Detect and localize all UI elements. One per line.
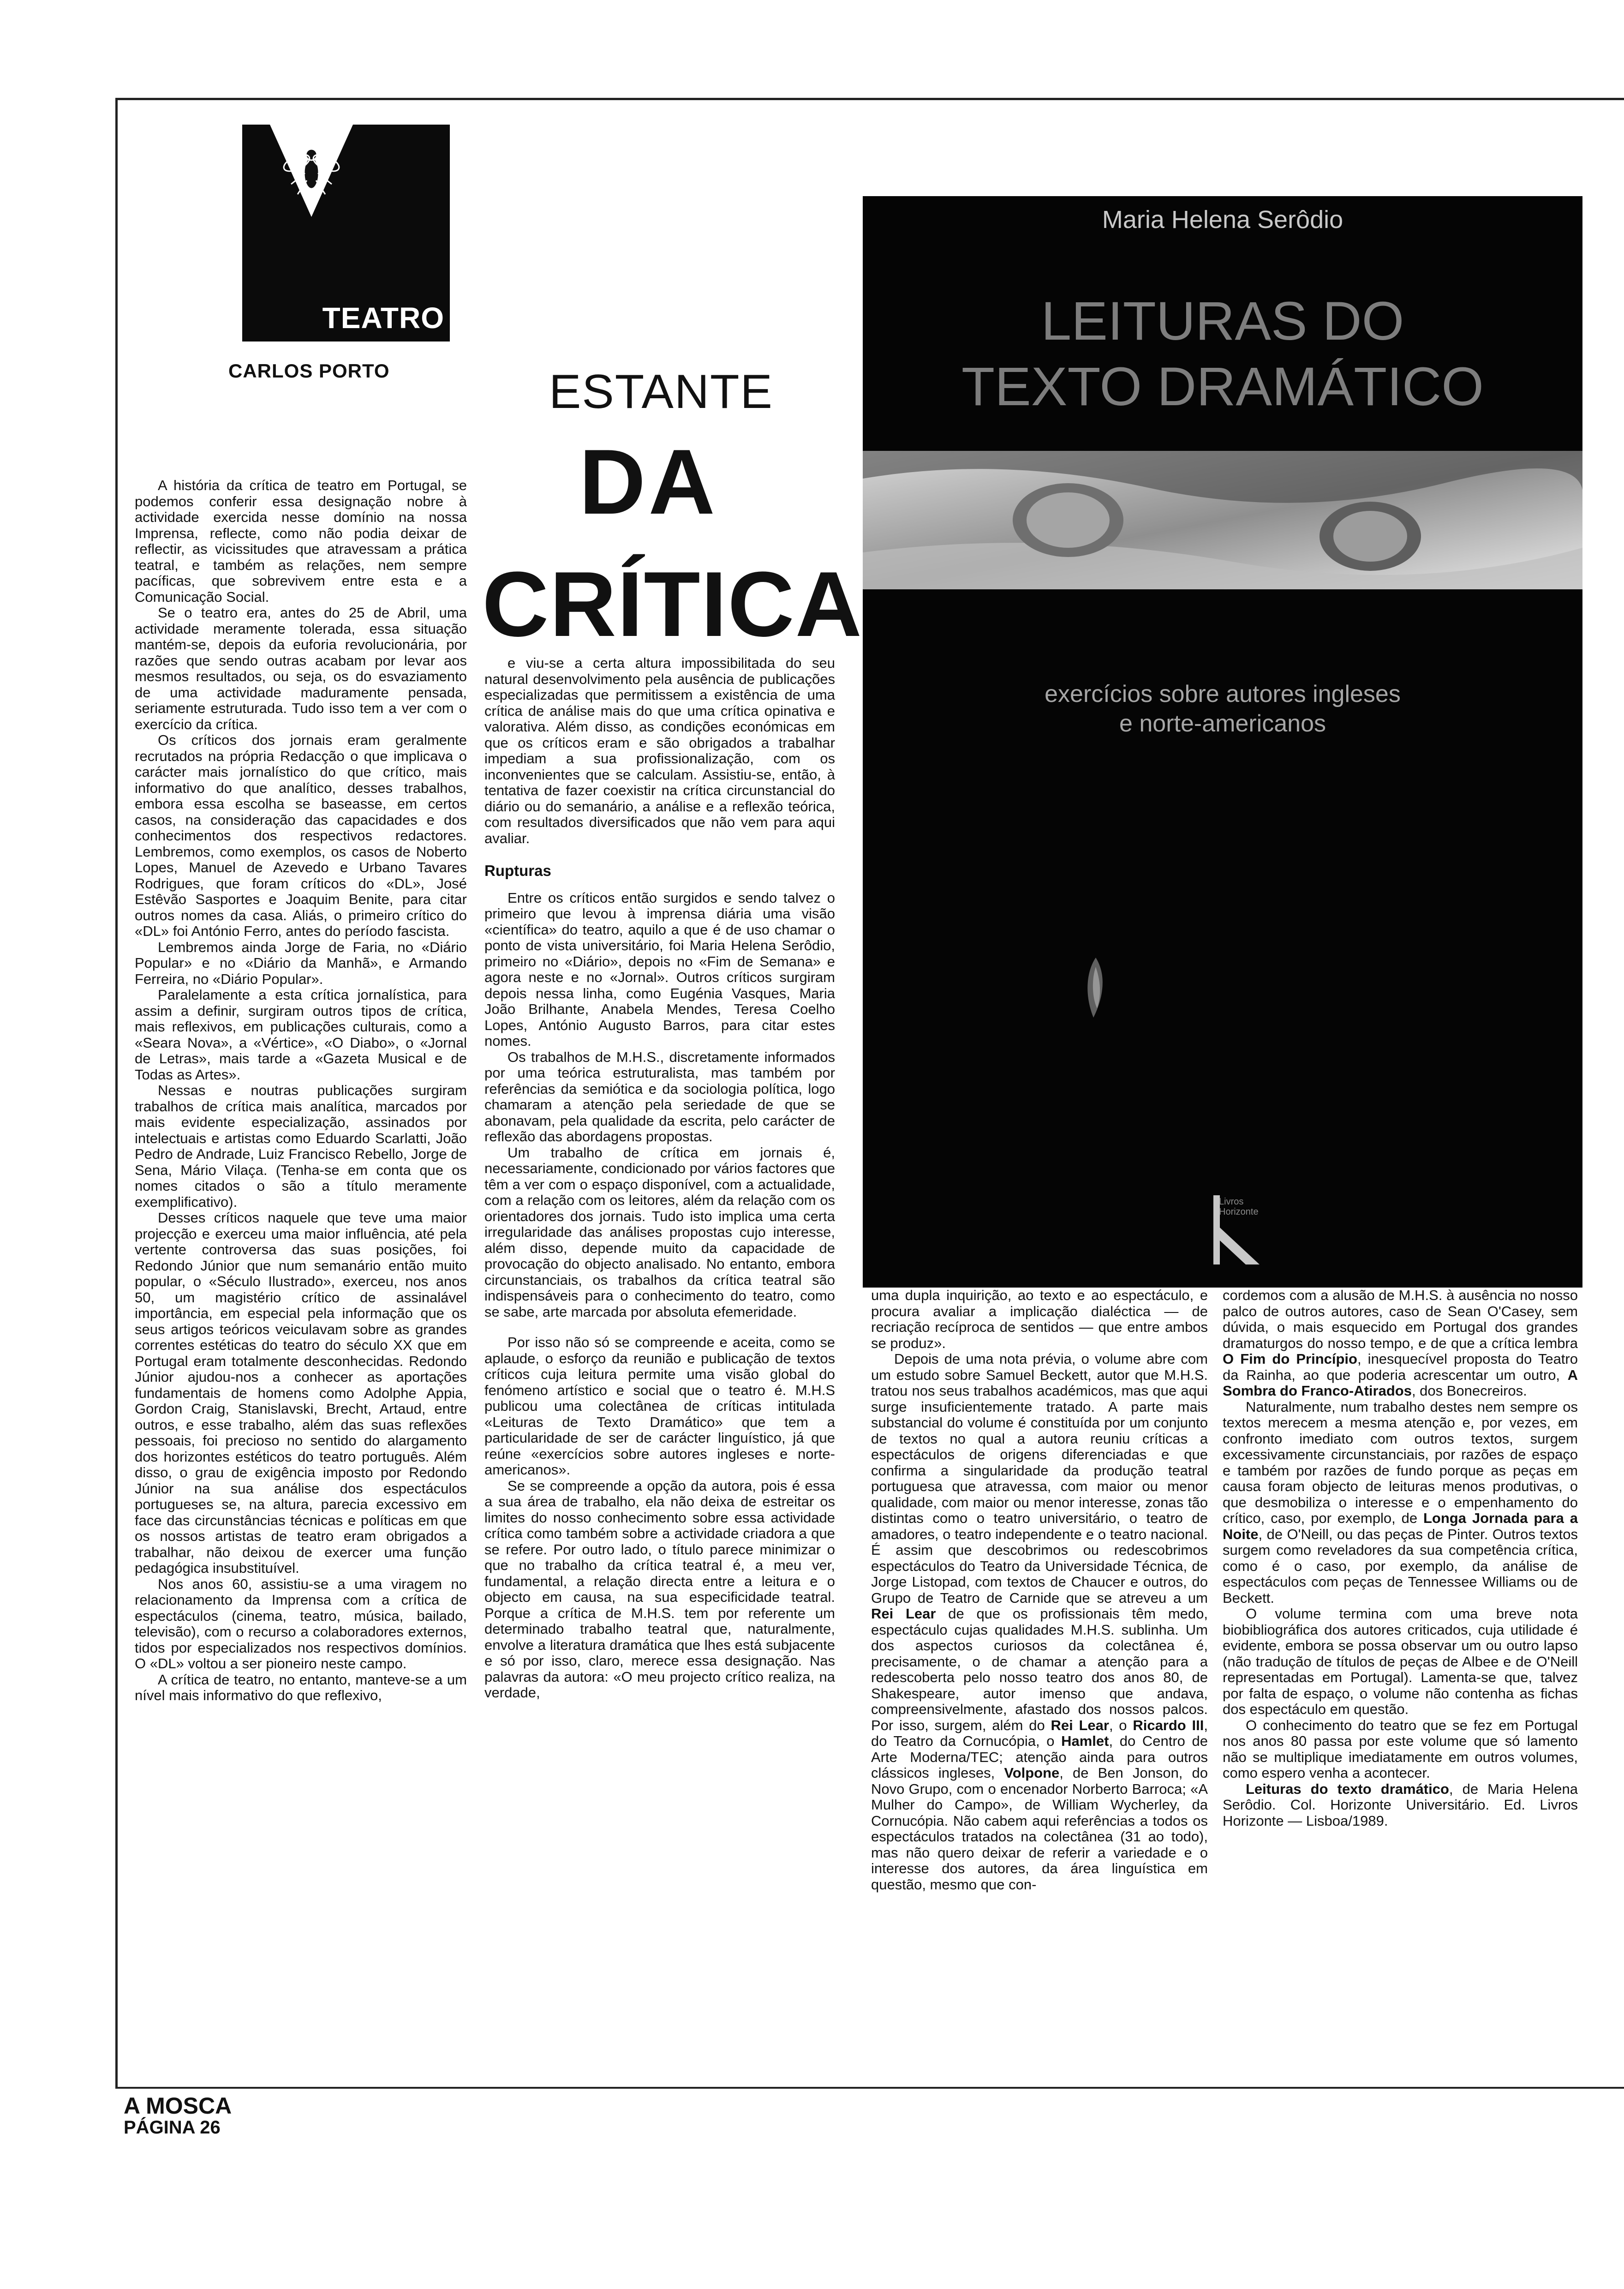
paragraph: A história da crítica de teatro em Portugal, se podemos conferir essa designação nobre à actividade exercida nesse domínio na nossa Imprensa, reflecte, como não podia deixar de reflectir, as vicissitudes que atravessam a prática teatral, e também as relações, nem sempre pacíficas, que sobrevivem entre esta e a Comunicação Social. <box>135 477 467 605</box>
text-run: Naturalmente, num trabalho destes nem sempre os textos merecem a mesma atenção e, por vezes, em confronto imediato com outros textos, surgem excessivamente circunstanciais, por razões de espaço e também por razões de fundo porque as peças em causa foram objecto de leituras menos produtivas, o que desmobiliza o interesse e o empenhamento do crítico, caso, por exemplo, de <box>1223 1398 1578 1526</box>
text-run: , do Teatro da Cornucópia, o <box>871 1717 1208 1749</box>
paragraph: Um trabalho de crítica em jornais é, necessariamente, condicionado por vários factores que têm a ver com o espaço disponível, com a actualidade, com a relação com os leitores, além da relação com os orientadores dos jornais. Tudo isto implica uma certa irregularidade das análises propostas cujo interesse, além disso, depende muito da capacidade de provocação do objecto analisado. No entanto, embora circunstanciais, os trabalhos da crítica teatral são indispensáveis para o conhecimento do teatro, como se sabe, arte marcada por absoluta efemeridade. <box>484 1144 835 1320</box>
paragraph: Os críticos dos jornais eram geralmente recrutados na própria Redacção o que implicava o carácter mais jornalístico do que crítico, mais informativo do que analítico, desses trabalhos, embora essa escolha se baseasse, em certos casos, na consideração das capacidades e dos conhecimentos dos respectivos redactores. Lembremos, como exemplos, os casos de Noberto Lopes, Manuel de Azevedo e Urbano Tavares Rodrigues, que foram críticos do «DL», José Estêvão Sasportes e Joaquim Benite, para citar outros nomes da casa. Aliás, o primeiro crítico do «DL» foi António Ferro, antes do período fascista. <box>135 732 467 939</box>
author-byline: CARLOS PORTO <box>228 360 390 382</box>
text-run: , dos Bonecreiros. <box>1411 1383 1527 1399</box>
footer-page-number: PÁGINA 26 <box>124 2117 221 2138</box>
text-run: cordemos com a alusão de M.H.S. à ausência no nosso palco de outros autores, caso de Sean O'Casey, sem dúvida, o mais esquecido em Portugal dos grandes dramaturgos do nosso tempo, e de que a crítica lembra <box>1223 1287 1578 1351</box>
text-run: , de Maria Helena Serôdio. Col. Horizonte Universitário. Ed. Livros Horizonte — Lisboa/1989. <box>1223 1780 1578 1829</box>
page-frame-top <box>115 98 1624 100</box>
headline-line-1: ESTANTE <box>549 365 773 419</box>
play-title: Volpone <box>1004 1765 1060 1781</box>
section-label: TEATRO <box>322 301 444 335</box>
paragraph: O conhecimento do teatro que se fez em Portugal nos anos 80 passa por este volume que só lamento não se multiplique imediatamente em outros volumes, como espero venha a acontecer. <box>1223 1717 1578 1781</box>
play-title: O Fim do Princípio <box>1223 1351 1357 1367</box>
paragraph: uma dupla inquirição, ao texto e ao espectáculo, e procura avaliar a implicação dialéctica — de recriação recíproca de sentidos — que entre ambos se produz». <box>871 1287 1208 1351</box>
fly-icon <box>275 136 348 201</box>
paragraph: e viu-se a certa altura impossibilitada do seu natural desenvolvimento pela ausência de publicações especializadas que permitissem a existência de uma crítica de análise mais do que uma crítica opinativa e valorativa. Além disso, as condições económicas em que os críticos eram e são obrigados a trabalhar impediam a sua profissionalização, com os inconvenientes que se calculam. Assistiu-se, então, à tentativa de fazer coexistir na crítica circunstancial do diário ou do semanário, a análise e a reflexão teórica, com resultados diversificados que não vem para aqui avaliar. <box>484 655 835 846</box>
footer-magazine-name: A MOSCA <box>124 2093 232 2119</box>
play-title: Longa Jornada para a Noite <box>1223 1510 1578 1542</box>
paragraph <box>1223 1288 1578 1399</box>
paragraph: Nessas e noutras publicações surgiram trabalhos de crítica mais analítica, marcados por mais evidente especialização, assinados por intelectuais e artistas como Eduardo Scarlatti, João Pedro de Andrade, Luiz Francisco Rebello, Jorge de Sena, Mário Vilaça. (Tenha-se em conta que os nomes citados o são a título meramente exemplificativo). <box>135 1082 467 1210</box>
text-run: , do Centro de Arte Moderna/TEC; atenção ainda para outros clássicos ingleses, <box>871 1733 1208 1781</box>
article-column-1 <box>135 478 467 1704</box>
book-title: Leituras do texto dramático <box>1246 1780 1449 1797</box>
cover-title-line-2: TEXTO DRAMÁTICO <box>961 356 1484 417</box>
headline-line-3: CRÍTICA <box>482 553 863 656</box>
text-run: , de Ben Jonson, do Novo Grupo, com o encenador Norberto Barroca; «A Mulher do Campo», de William Wycherley, da Cornucópia. Não cabem aqui referências a todos os espectáculos tratados na colectânea (31 ao todo), mas não quero deixar de referir a variedade e o interesse dos autores, da área linguística em questão, mesmo que con- <box>871 1765 1208 1893</box>
cover-photo <box>863 451 1582 589</box>
article-column-4 <box>1223 1288 1578 1829</box>
text-run: , inesquecível proposta do Teatro da Rainha, ao que poderia acrescentar um outro, <box>1223 1351 1578 1383</box>
cover-title <box>863 288 1582 419</box>
text-run: , de O'Neill, ou das peças de Pinter. Outros textos surgem como reveladores da sua competência crítica, como é o caso, por exemplo, da análise de espectáculos com peças de Tennessee Williams ou de Beckett. <box>1223 1526 1578 1606</box>
play-title: Rei Lear <box>871 1606 936 1622</box>
play-title: A Sombra do Franco-Atirados <box>1223 1366 1578 1399</box>
paragraph: Se se compreende a opção da autora, pois é essa a sua área de trabalho, ela não deixa de estreitar os limites do nosso conhecimento sobre essa actividade crítica como também sobre a actividade criadora a que se refere. Por outro lado, o título parece minimizar o que no trabalho da crítica teatral é, a meu ver, fundamental, a relação directa entre a leitura e o objecto em causa, na sua especificidade teatral. Porque a crítica de M.H.S. tem por referente um determinado trabalho teatral que, naturalmente, envolve a literatura dramática que lhes está subjacente e só por isso, claro, merece essa designação. Nas palavras da autora: «O meu projecto crítico realiza, na verdade, <box>484 1477 835 1701</box>
paragraph: Desses críticos naquele que teve uma maior projecção e exerceu uma maior influência, até pela vertente controversa das suas posições, foi Redondo Júnior que num semanário então muito popular, o «Século Ilustrado», exerceu, nos anos 50, um magistério crítico de assinalável importância, em especial pela informação que os seus artigos teóricos veiculavam sobre as grandes correntes estéticas do teatro do século XX que em Portugal eram totalmente desconhecidas. Redondo Júnior ajudou-nos a conhecer as aportações fundamentais de homens como Adolphe Appia, Gordon Craig, Stanislavski, Brecht, Artaud, entre outros, e esse trabalho, além das suas reflexões pessoais, foi precioso no sentido do alargamento dos horizontes estéticos do teatro português. Além disso, o grau de exigência imposto por Redondo Júnior na sua análise dos espectáculos portugueses se, na altura, parecia excessivo em face das circunstâncias técnicas e políticas em que os nossos artistas de teatro eram obrigados a trabalhar, não deixou de exercer uma função pedagógica insubstituível. <box>135 1210 467 1576</box>
paragraph: Nos anos 60, assistiu-se a uma viragem no relacionamento da Imprensa com a crítica de espectáculos (cinema, teatro, música, bailado, televisão), com o recurso a colaboradores externos, tidos por especializados nos respectivos domínios. O «DL» voltou a ser pioneiro neste campo. <box>135 1576 467 1672</box>
publisher-label <box>1219 1197 1259 1217</box>
article-column-2 <box>484 655 835 1701</box>
publisher-label-line-1: Livros <box>1219 1197 1244 1207</box>
page-frame-left <box>115 98 118 2087</box>
paragraph: Entre os críticos então surgidos e sendo talvez o primeiro que levou à imprensa diária uma visão «científica» do teatro, aquilo a que é de uso chamar o ponto de vista universitário, foi Maria Helena Serôdio, primeiro no «Diário», depois no «Fim de Semana» e agora neste e no «Jornal». Outros críticos surgiram depois nessa linha, como Eugénia Vasques, Maria João Brilhante, Anabela Mendes, Teresa Coelho Lopes, António Augusto Barros, para citar estes nomes. <box>484 889 835 1049</box>
paragraph: A crítica de teatro, no entanto, manteve-se a um nível mais informativo do que reflexivo, <box>135 1671 467 1703</box>
headline-line-2: DA <box>579 431 718 533</box>
section-logo <box>242 125 450 342</box>
article-column-3 <box>871 1288 1208 1893</box>
page-frame-bottom <box>115 2087 1624 2089</box>
cover-subtitle-line-1: exercícios sobre autores ingleses <box>1045 681 1401 707</box>
book-cover <box>863 196 1582 1288</box>
text-run: , o <box>1109 1717 1127 1733</box>
cover-subtitle <box>863 679 1582 738</box>
paragraph-gap <box>484 1320 835 1335</box>
paragraph: Os trabalhos de M.H.S., discretamente informados por uma teórica estruturalista, mas também por referências da semiótica e da sociologia política, logo chamaram a atenção pela seriedade de que se abonavam, pela qualidade da escrita, pelo carácter de reflexão das abordagens propostas. <box>484 1049 835 1144</box>
paragraph <box>1223 1399 1578 1606</box>
play-title: Ricardo III <box>1133 1717 1204 1733</box>
paragraph: Paralelamente a esta crítica jornalística, para assim a definir, surgiram outros tipos de crítica, mais reflexivos, em publicações culturais, como a «Seara Nova», a «Vértice», «O Diabo», o «Jornal de Letras», mais tarde a «Gazeta Musical e de Todas as Artes». <box>135 987 467 1083</box>
text-run: de que os profissionais têm medo, espectáculo cujas qualidades M.H.S. sublinha. Um dos aspectos curiosos da colectânea é, precisamente, o de chamar a atenção para a redescoberta pelo nosso teatro dos anos 80, de Shakespeare, autor imenso que andava, compreensivelmente, afastado dos nossos palcos. Por isso, surgem, além do <box>871 1606 1208 1733</box>
cover-figure <box>1075 953 1116 1022</box>
publisher-label-line-2: Horizonte <box>1219 1207 1259 1217</box>
cover-author: Maria Helena Serôdio <box>1102 206 1343 234</box>
paragraph: Por isso não só se compreende e aceita, como se aplaude, o esforço da reunião e publicação de textos críticos cuja leitura permite uma visão global do fenómeno artístico e social que o teatro é. M.H.S publicou uma colectânea de críticas intitulada «Leituras de Texto Dramático» que tem a particularidade de ser de carácter linguístico, já que reúne «exercícios sobre autores ingleses e norte-americanos». <box>484 1334 835 1478</box>
play-title: Hamlet <box>1061 1733 1109 1749</box>
text-run: Depois de uma nota prévia, o volume abre com um estudo sobre Samuel Beckett, autor que M.H.S. tratou nos seus trabalhos académicos, mas que aqui surge insuficientemente tratado. A parte mais substancial do volume é constituída por um conjunto de textos no qual a autora reuniu críticas a espectáculos de origens diferenciadas e que confirma a singularidade da produção teatral portuguesa que atravessa, com maior ou menor qualidade, com maior ou menor interesse, zonas tão distintas como o teatro universitário, o teatro de amadores, o teatro independente e o teatro nacional. É assim que descobrimos ou redescobrimos espectáculos do Teatro da Universidade Técnica, de Jorge Listopad, com textos de Chaucer e outros, do Grupo de Teatro de Carnide que se atreveu a um <box>871 1351 1208 1606</box>
paragraph: Lembremos ainda Jorge de Faria, no «Diário Popular» e no «Diário da Manhã», e Armando Ferreira, no «Diário Popular». <box>135 939 467 987</box>
subheading-rupturas: Rupturas <box>484 862 551 879</box>
paragraph <box>1223 1781 1578 1829</box>
paragraph: Se o teatro era, antes do 25 de Abril, uma actividade meramente tolerada, essa situação mantém-se, depois da euforia revolucionária, por razões que sendo outras acabam por levar aos mesmos resultados, ou seja, os do esvaziamento de uma actividade maduramente pensada, seriamente estruturada. Tudo isso tem a ver com o exercício da crítica. <box>135 605 467 732</box>
paragraph <box>871 1351 1208 1893</box>
paragraph: O volume termina com uma breve nota biobibliográfica dos autores criticados, cuja utilidade é evidente, embora se possa observar um ou outro lapso (não tradução de títulos de peças de Albee e de O'Neill representadas em Portugal). Lamenta-se que, talvez por falta de espaço, o volume não contenha as fichas dos espectáculo em questão. <box>1223 1606 1578 1717</box>
play-title: Rei Lear <box>1051 1717 1109 1733</box>
cover-title-line-1: LEITURAS DO <box>1041 291 1404 352</box>
cover-subtitle-line-2: e norte-americanos <box>1119 710 1326 737</box>
